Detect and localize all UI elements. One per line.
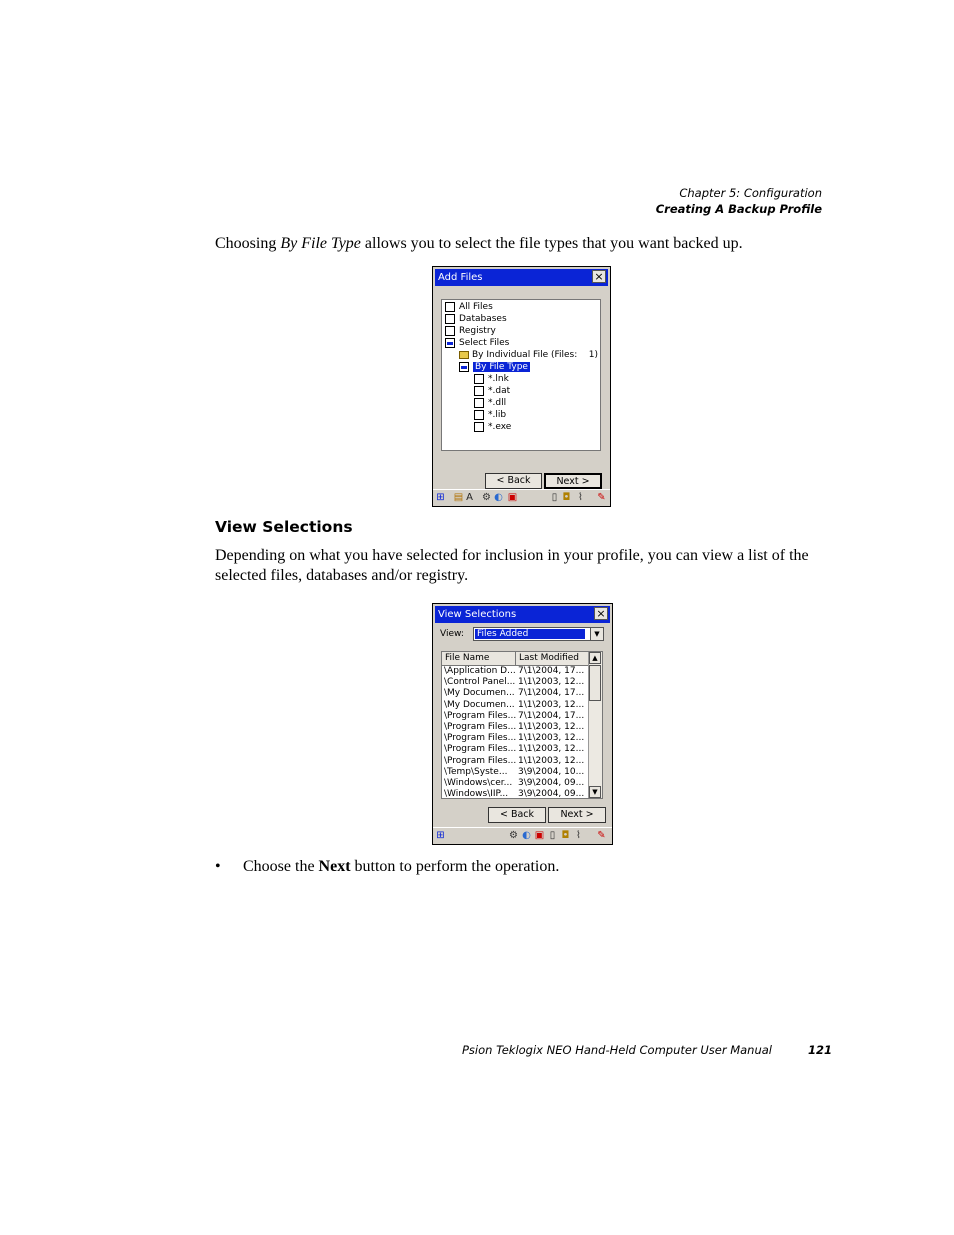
bullet-text	[243, 858, 559, 876]
input-icon[interactable]: ▤	[453, 492, 464, 503]
tree-item-by-file-type[interactable]	[459, 361, 530, 373]
files-list	[441, 651, 603, 799]
list-item[interactable]	[444, 733, 588, 744]
bullet-marker: •	[215, 858, 221, 875]
view-selections-titlebar	[435, 606, 610, 623]
scroll-thumb[interactable]	[589, 665, 601, 701]
back-button[interactable]: < Back	[485, 473, 542, 489]
tree-item-type[interactable]	[474, 421, 511, 433]
file-count: 1)	[588, 350, 598, 360]
lock-icon[interactable]: ◘	[562, 492, 571, 503]
tree-item-label: Databases	[459, 314, 507, 324]
tree-item-label: *.lnk	[488, 374, 509, 384]
start-icon[interactable]: ⊞	[436, 492, 445, 503]
back-button[interactable]: < Back	[488, 807, 546, 823]
device-icon[interactable]: ▯	[551, 492, 558, 503]
list-item[interactable]	[444, 700, 588, 711]
list-item-last-modified: 3\9\2004, 10...	[518, 766, 585, 777]
tree-item-registry[interactable]	[445, 325, 496, 337]
settings-icon[interactable]: ⚙	[509, 830, 518, 841]
list-item[interactable]	[444, 677, 588, 688]
add-files-titlebar	[435, 269, 608, 286]
list-item-file-name: \Program Files...	[444, 710, 517, 721]
bullet-text-bold: Next	[318, 858, 351, 875]
pen-icon[interactable]: ✎	[597, 830, 606, 841]
list-item-last-modified: 3\9\2004, 09...	[518, 789, 585, 798]
intro-paragraph	[215, 234, 835, 254]
list-item-last-modified: 1\1\2003, 12...	[518, 744, 585, 755]
file-tree	[441, 299, 601, 451]
list-item-file-name: \Windows\IIP...	[444, 789, 509, 798]
list-item-file-name: \Windows\cer...	[444, 778, 513, 788]
list-item-last-modified: 1\1\2003, 12...	[518, 755, 585, 766]
list-item-file-name: \My Documen...	[444, 699, 515, 710]
list-item-last-modified: 7\1\2004, 17...	[518, 710, 585, 721]
page-number: 121	[808, 1043, 833, 1057]
scroll-up-icon[interactable]: ▲	[589, 652, 601, 664]
checkbox[interactable]	[445, 326, 455, 336]
list-item-file-name: \Application D...	[444, 666, 516, 676]
view-selections-title: View Selections	[438, 609, 517, 620]
network-icon[interactable]: ◐	[522, 830, 531, 841]
list-item-file-name: \My Documen...	[444, 688, 515, 699]
tree-item-label: *.lib	[488, 410, 507, 420]
checkbox[interactable]	[474, 422, 484, 432]
pen-icon[interactable]: ✎	[597, 492, 606, 503]
checkbox[interactable]	[474, 410, 484, 420]
add-files-screenshot	[432, 266, 611, 507]
device-icon[interactable]: ▯	[549, 830, 556, 841]
footer-manual-title: Psion Teklogix NEO Hand-Held Computer User Manual	[462, 1043, 772, 1057]
list-item[interactable]	[444, 778, 588, 789]
radio-icon[interactable]: ⌇	[578, 492, 583, 503]
list-item-file-name: \Program Files...	[444, 744, 517, 755]
tree-item-databases[interactable]	[445, 313, 507, 325]
column-divider	[515, 652, 516, 665]
tree-item-label: *.exe	[488, 422, 512, 432]
tree-item-all-files[interactable]	[445, 301, 493, 313]
taskbar	[433, 827, 612, 844]
checkbox[interactable]	[474, 386, 484, 396]
checkbox[interactable]	[445, 302, 455, 312]
radio-icon[interactable]: ⌇	[576, 830, 581, 841]
battery-icon[interactable]: ▣	[534, 830, 545, 841]
chapter-header: Chapter 5: Configuration	[679, 186, 822, 200]
bullet-text-pre: Choose the	[243, 858, 319, 875]
view-dropdown[interactable]	[473, 627, 604, 641]
tree-item-select-files[interactable]	[445, 337, 509, 349]
folder-icon	[459, 351, 469, 359]
list-item[interactable]	[444, 756, 588, 767]
checkbox[interactable]	[474, 374, 484, 384]
list-item[interactable]	[444, 767, 588, 778]
next-button[interactable]: Next >	[548, 807, 606, 823]
bullet-text-post: button to perform the operation.	[350, 858, 560, 875]
intro-text-emphasis: By File Type	[280, 235, 361, 252]
list-item-last-modified: 1\1\2003, 12...	[518, 733, 585, 744]
tree-item-label: By File Type	[475, 362, 528, 372]
list-item[interactable]	[444, 789, 588, 798]
list-item[interactable]	[444, 722, 588, 733]
tree-item-label: *.dll	[488, 398, 507, 408]
tree-item-type[interactable]	[474, 385, 510, 397]
checkbox[interactable]	[474, 398, 484, 408]
list-item-file-name: \Program Files...	[444, 733, 517, 744]
scroll-down-icon[interactable]: ▼	[589, 786, 601, 798]
list-item-last-modified: 7\1\2004, 17...	[518, 688, 585, 699]
intro-text-post: allows you to select the file types that you want backed up.	[360, 235, 743, 252]
view-selections-screenshot	[432, 603, 613, 845]
tree-item-label: All Files	[459, 302, 493, 312]
section-title: View Selections	[215, 518, 353, 536]
tree-item-type[interactable]	[474, 373, 509, 385]
taskbar	[433, 489, 610, 506]
list-item-file-name: \Program Files...	[444, 755, 517, 766]
tree-item-type[interactable]	[474, 409, 506, 421]
list-item-last-modified: 1\1\2003, 12...	[518, 677, 585, 688]
list-item-file-name: \Temp\Syste...	[444, 766, 508, 777]
column-last-modified[interactable]: Last Modified	[519, 653, 580, 663]
tree-item-type[interactable]	[474, 397, 506, 409]
list-item[interactable]	[444, 744, 588, 755]
close-button[interactable]: ×	[594, 607, 608, 620]
list-item[interactable]	[444, 711, 588, 722]
lock-icon[interactable]: ◘	[561, 830, 570, 841]
section-paragraph: Depending on what you have selected for inclusion in your profile, you can view a list of the selected files, databases and/or registry.	[215, 547, 809, 584]
view-dropdown-value: Files Added	[475, 629, 585, 639]
settings-icon[interactable]: ⚙	[482, 492, 491, 503]
list-header	[442, 652, 590, 666]
list-item-last-modified: 1\1\2003, 12...	[518, 722, 585, 732]
tree-item-label: By Individual File (Files:	[472, 350, 578, 360]
keyboard-icon[interactable]: A	[466, 492, 473, 503]
view-label: View:	[440, 629, 464, 639]
checkbox[interactable]	[445, 314, 455, 324]
list-item-last-modified: 7\1\2004, 17...	[518, 666, 585, 676]
next-button[interactable]: Next >	[544, 473, 602, 489]
list-body	[442, 666, 590, 798]
close-button[interactable]: ×	[592, 270, 606, 283]
column-file-name[interactable]: File Name	[445, 653, 490, 663]
list-item[interactable]	[444, 688, 588, 699]
tree-item-label: Registry	[459, 326, 496, 336]
add-files-title: Add Files	[438, 272, 483, 283]
intro-text-pre: Choosing	[215, 235, 281, 252]
tree-item-label: Select Files	[459, 338, 510, 348]
checkbox[interactable]	[445, 338, 455, 348]
tree-item-individual-file[interactable]	[459, 349, 598, 361]
list-item-file-name: \Control Panel...	[444, 677, 516, 688]
checkbox[interactable]	[459, 362, 469, 372]
section-header: Creating A Backup Profile	[655, 202, 822, 216]
list-item-last-modified: 1\1\2003, 12...	[518, 699, 585, 710]
vertical-scrollbar[interactable]	[588, 652, 602, 798]
tree-item-label: *.dat	[488, 386, 511, 396]
start-icon[interactable]: ⊞	[436, 830, 445, 841]
chevron-down-icon[interactable]: ▼	[590, 628, 603, 640]
battery-icon[interactable]: ▣	[507, 492, 518, 503]
list-item-file-name: \Program Files...	[444, 722, 517, 732]
list-item[interactable]	[444, 666, 588, 677]
list-item-last-modified: 3\9\2004, 09...	[518, 778, 585, 788]
network-icon[interactable]: ◐	[494, 492, 503, 503]
